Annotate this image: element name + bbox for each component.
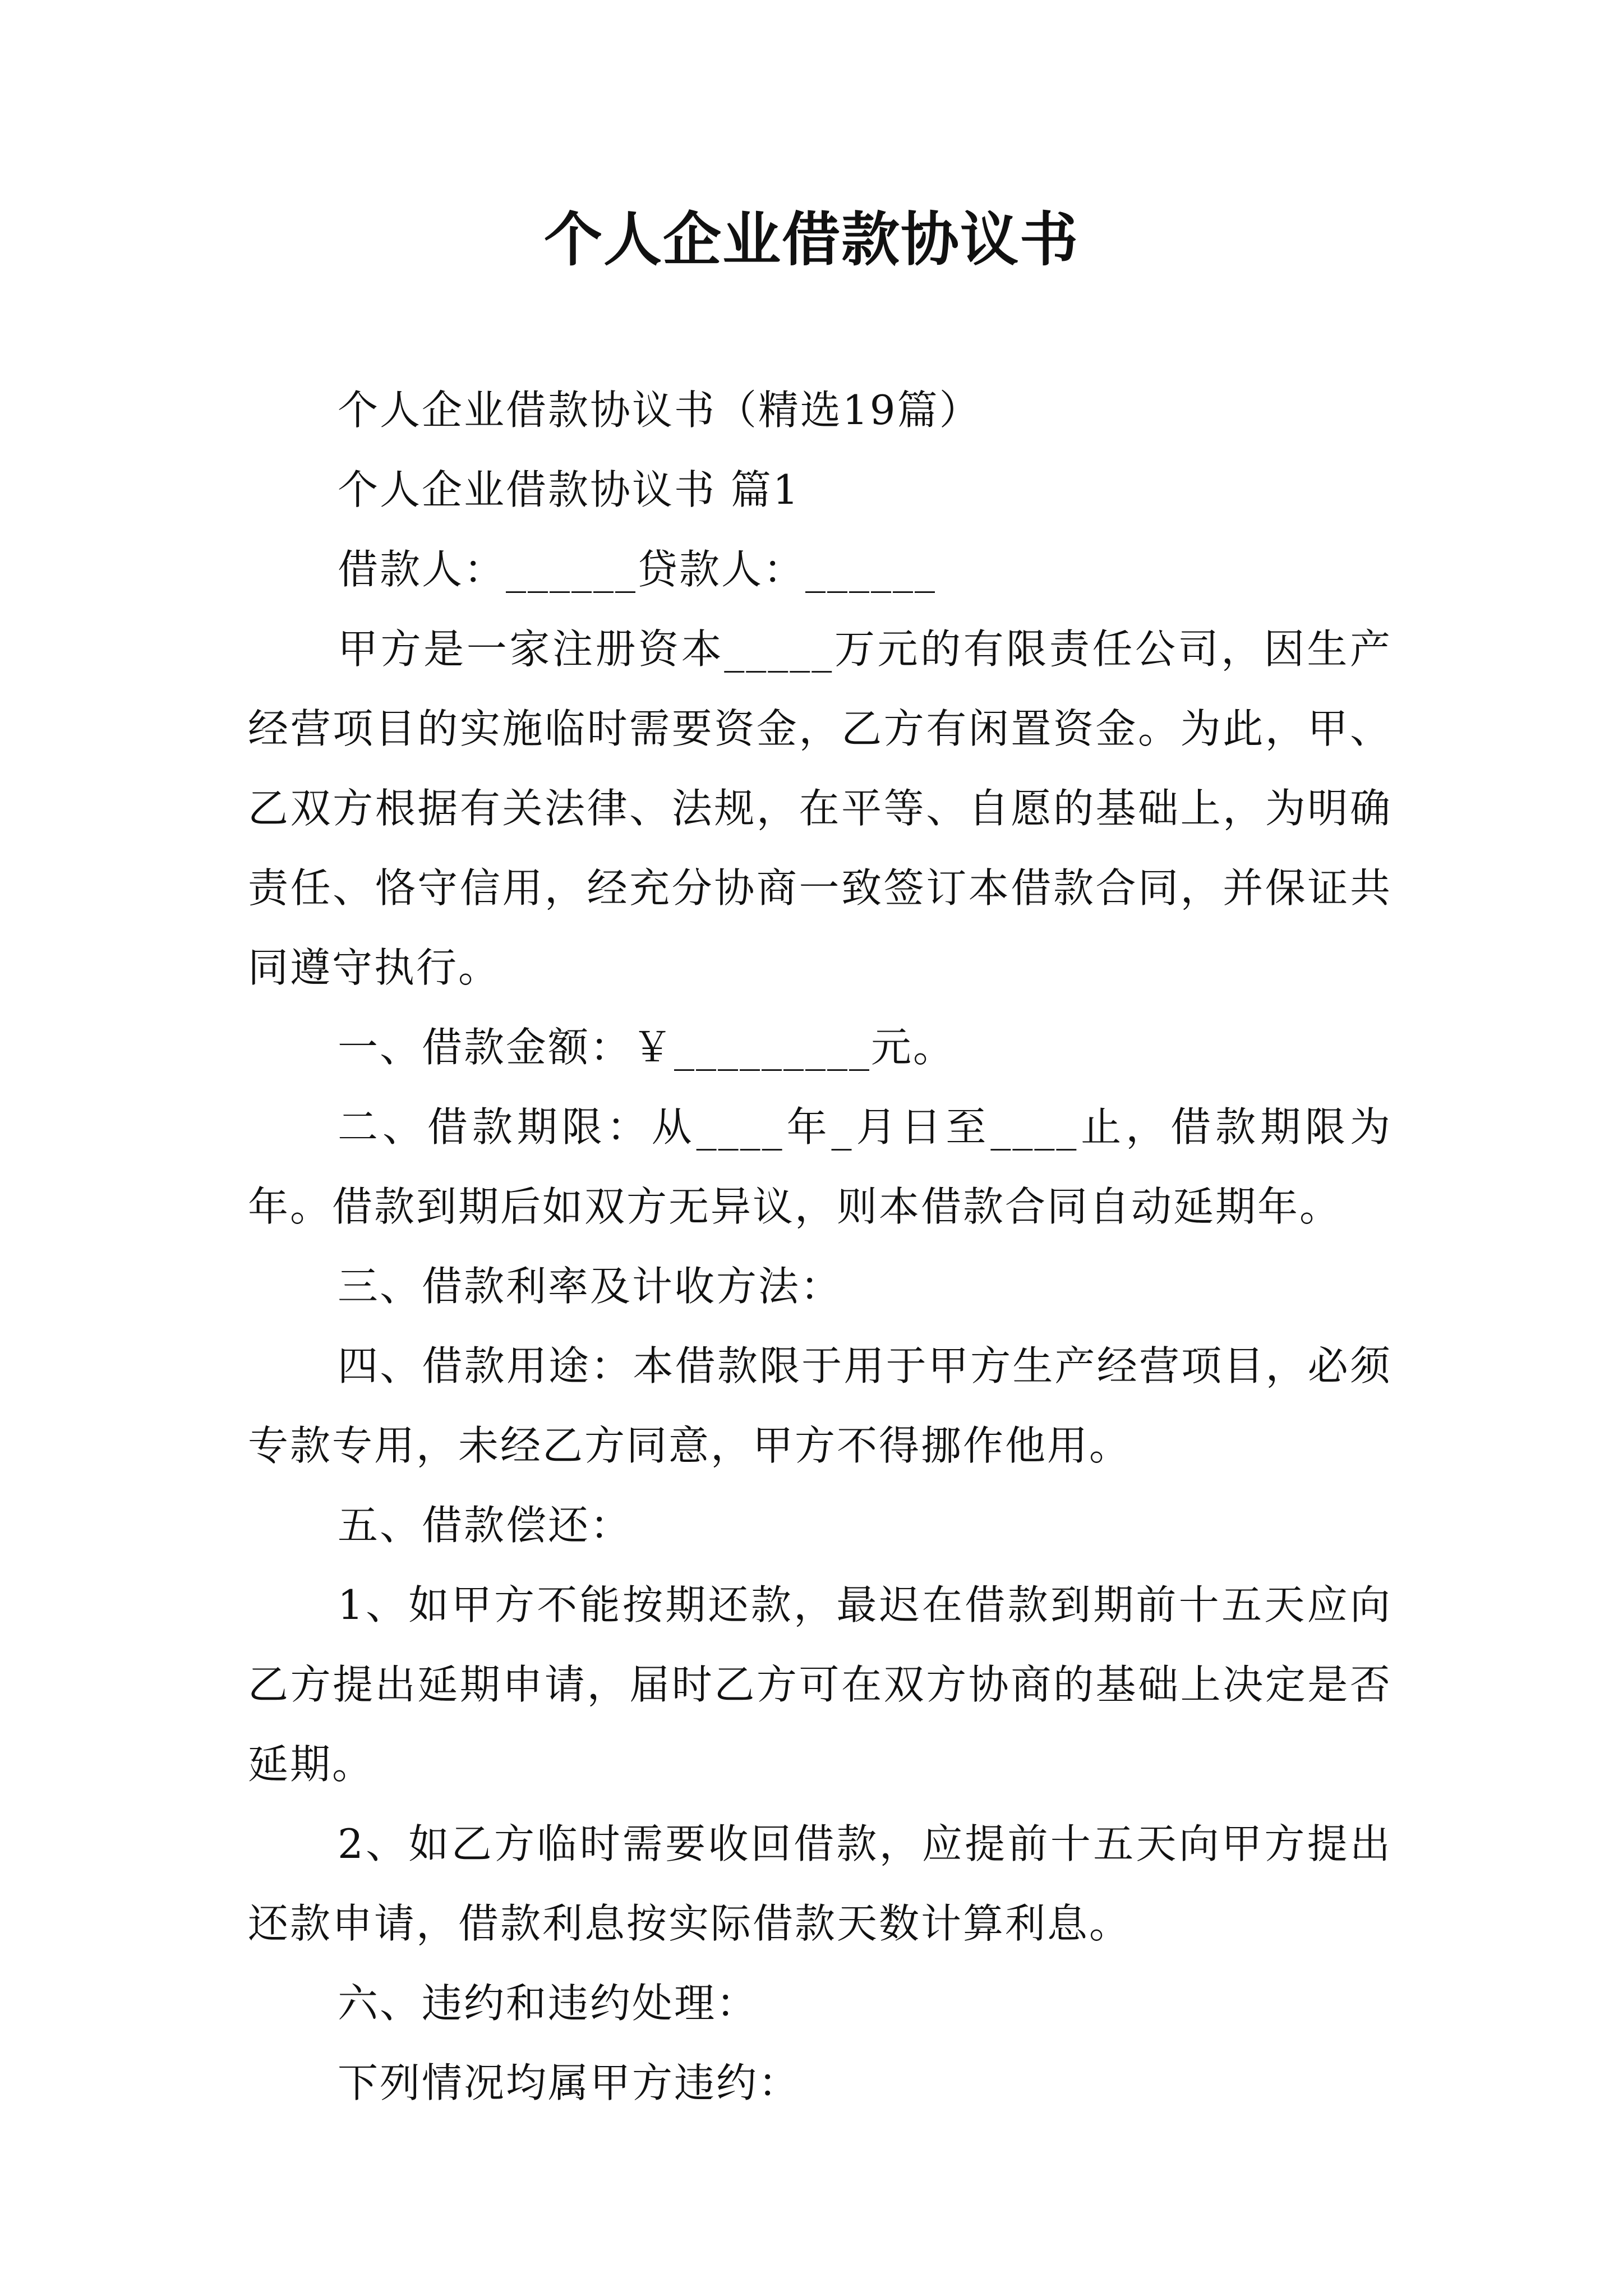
paragraph-loan-term: 二、借款期限：从____年_月日至____止，借款期限为年。借款到期后如双方无异议，则本借款合同自动延期年。 bbox=[248, 1103, 1392, 1230]
document-body bbox=[248, 370, 1392, 2123]
paragraph-repayment-heading: 五、借款偿还： bbox=[338, 1502, 633, 1549]
paragraph-subtitle: 个人企业借款协议书（精选19篇） bbox=[338, 386, 981, 434]
paragraph-interest-rate: 三、借款利率及计收方法： bbox=[338, 1263, 843, 1310]
paragraph-preamble: 甲方是一家注册资本_____万元的有限责任公司，因生产经营项目的实施临时需要资金，乙方有闲置资金。为此，甲、乙双方根据有关法律、法规，在平等、自愿的基础上，为明确责任、恪守信用，经充分协商一致签订本借款合同，并保证共同遵守执行。 bbox=[248, 625, 1392, 991]
paragraph-repayment-item-1: 1、如甲方不能按期还款，最迟在借款到期前十五天应向乙方提出延期申请，届时乙方可在双方协商的基础上决定是否延期。 bbox=[248, 1581, 1392, 1788]
paragraph-parties: 借款人：______贷款人：______ bbox=[338, 546, 937, 593]
paragraph-section-heading: 个人企业借款协议书 篇1 bbox=[338, 466, 800, 513]
paragraph-loan-purpose: 四、借款用途：本借款限于用于甲方生产经营项目，必须专款专用，未经乙方同意，甲方不得挪作他用。 bbox=[248, 1342, 1392, 1469]
paragraph-loan-amount: 一、借款金额：￥_________元。 bbox=[338, 1024, 956, 1071]
paragraph-breach-heading: 六、违约和违约处理： bbox=[338, 1980, 759, 2027]
paragraph-breach-intro: 下列情况均属甲方违约： bbox=[338, 2059, 801, 2106]
document-title: 个人企业借款协议书 bbox=[543, 205, 1079, 274]
paragraph-repayment-item-2: 2、如乙方临时需要收回借款，应提前十五天向甲方提出还款申请，借款利息按实际借款天数计算利息。 bbox=[248, 1820, 1392, 1947]
